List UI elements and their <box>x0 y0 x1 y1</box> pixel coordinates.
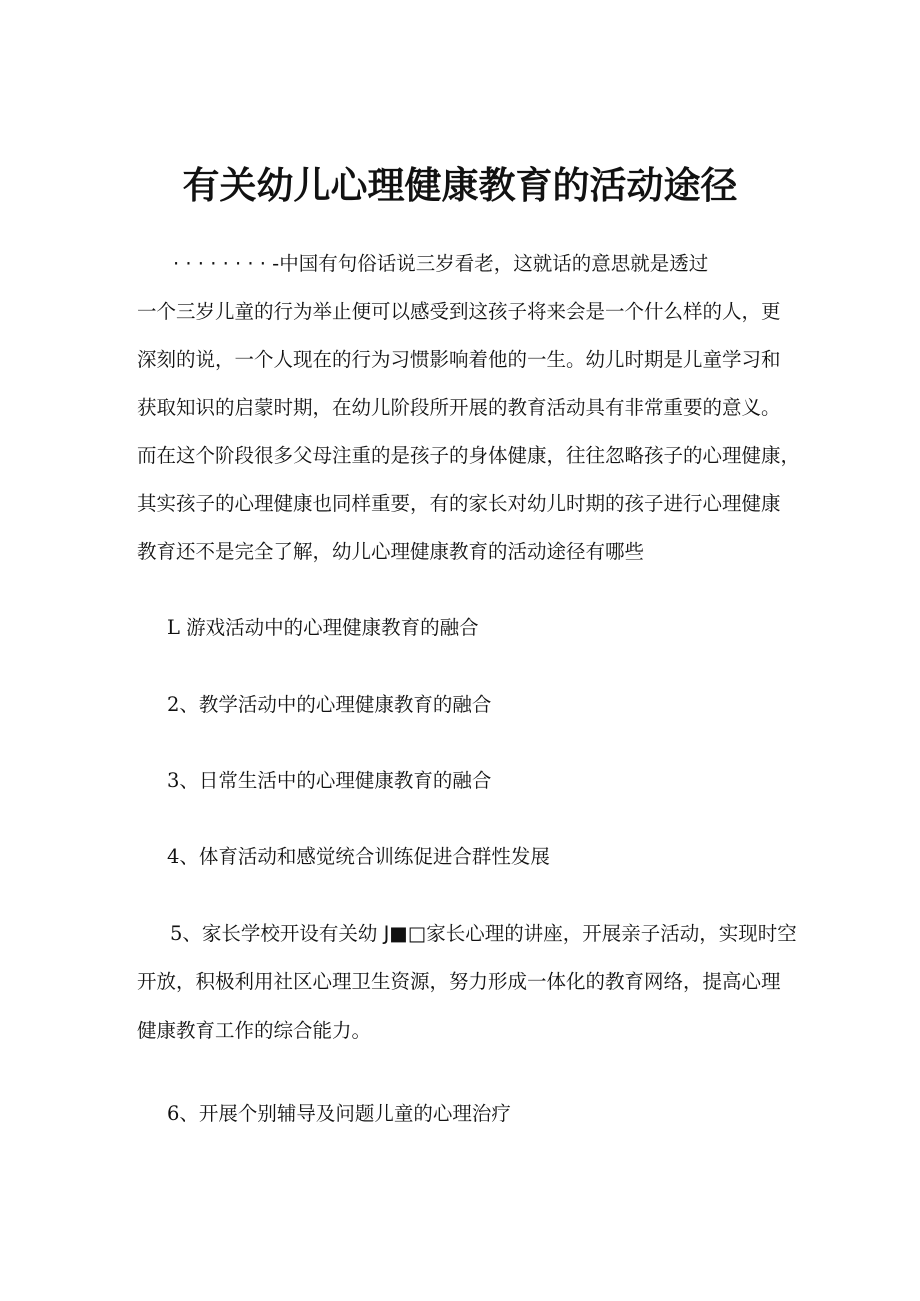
list-item-text: 教学活动中的心理健康教育的融合 <box>198 693 492 716</box>
intro-line-1: · · · · · · · · -中国有句俗话说三岁看老，这就话的意思就是透过 <box>173 252 709 275</box>
list-item-text: 家长学校开设有关幼 J■□家长心理的讲座，开展亲子活动，实现时空 <box>201 922 797 945</box>
intro-line-2: 一个三岁儿童的行为举止便可以感受到这孩子将来会是一个什么样的人，更 <box>137 300 781 323</box>
intro-line-4: 获取知识的启蒙时期，在幼儿阶段所开展的教育活动具有非常重要的意义。 <box>137 396 781 419</box>
intro-line-6: 其实孩子的心理健康也同样重要，有的家长对幼儿时期的孩子进行心理健康 <box>137 492 781 515</box>
list-item-5 <box>170 920 797 948</box>
list-item-3 <box>167 767 491 795</box>
list-item-number: 5、 <box>170 922 202 945</box>
list-item-number: 6、 <box>167 1102 199 1125</box>
list-item-4 <box>167 843 550 871</box>
list-item-number: L <box>167 616 180 639</box>
list-item-number: 2、 <box>167 693 199 716</box>
list-item-number: 4、 <box>167 845 199 868</box>
intro-line-7: 教育还不是完全了解，幼儿心理健康教育的活动途径有哪些 <box>137 540 645 563</box>
document-title: 有关幼儿心理健康教育的活动途径 <box>182 164 738 207</box>
list-item-5-continuation-1: 开放，积极利用社区心理卫生资源，努力形成一体化的教育网络，提高心理 <box>137 970 781 993</box>
intro-line-5: 而在这个阶段很多父母注重的是孩子的身体健康，往往忽略孩子的心理健康， <box>137 444 801 467</box>
list-item-2 <box>167 691 491 719</box>
list-item-6 <box>167 1100 511 1128</box>
list-item-5-continuation-2: 健康教育工作的综合能力。 <box>137 1019 372 1042</box>
list-item-1 <box>167 614 479 642</box>
list-item-number: 3、 <box>167 769 199 792</box>
list-item-text: 游戏活动中的心理健康教育的融合 <box>186 616 479 639</box>
list-item-text: 开展个别辅导及问题儿童的心理治疗 <box>198 1102 511 1125</box>
intro-line-3: 深刻的说，一个人现在的行为习惯影响着他的一生。幼儿时期是儿童学习和 <box>137 348 781 371</box>
list-item-text: 体育活动和感觉统合训练促进合群性发展 <box>198 845 550 868</box>
list-item-text: 日常生活中的心理健康教育的融合 <box>198 769 492 792</box>
